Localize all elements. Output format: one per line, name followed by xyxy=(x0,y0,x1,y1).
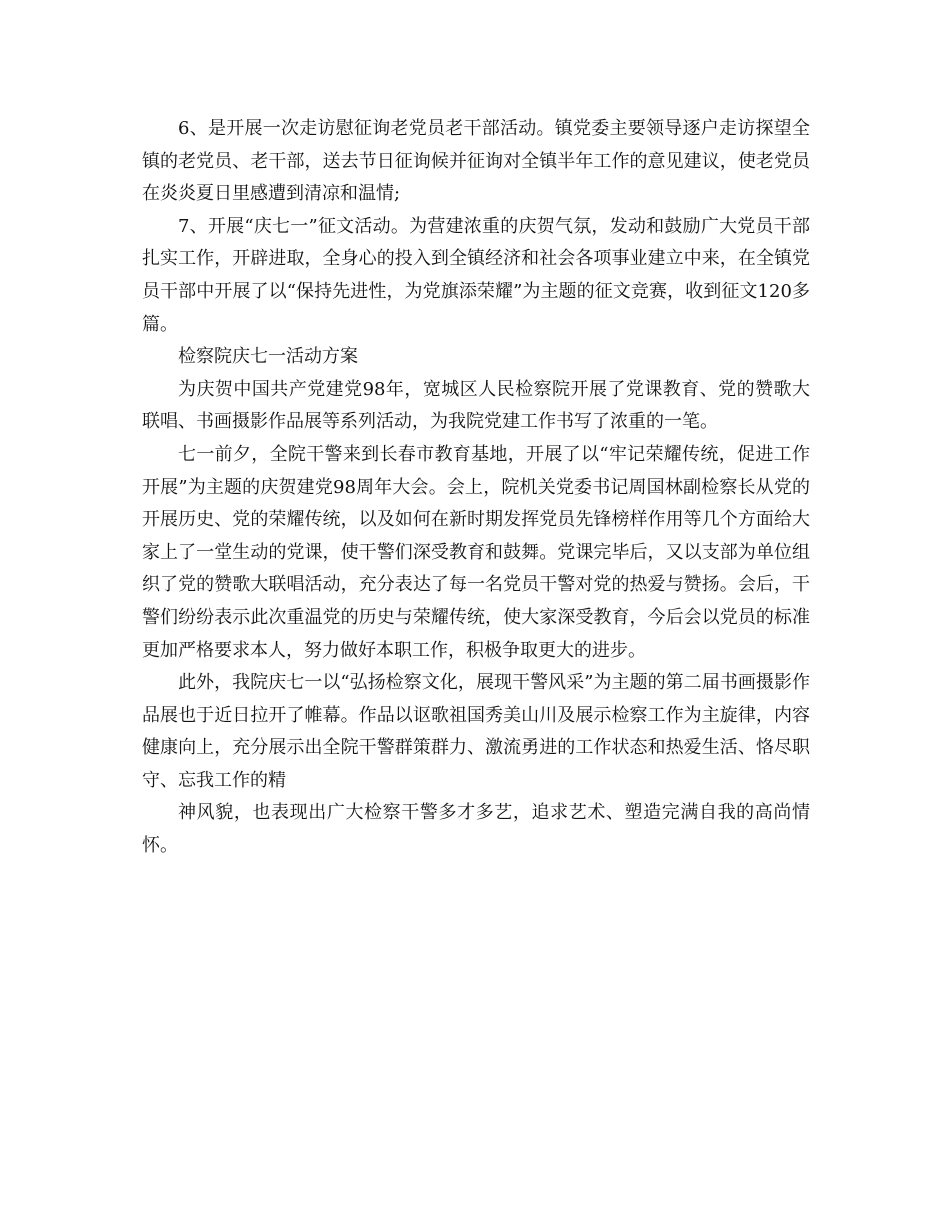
paragraph-item-6: 6、是开展一次走访慰征询老党员老干部活动。镇党委主要领导逐户走访探望全镇的老党员、老干部，送去节日征询候并征询对全镇半年工作的意见建议，使老党员在炎炎夏日里感遭到清凉和温情; xyxy=(142,118,810,205)
section-heading: 检察院庆七一活动方案 xyxy=(178,346,358,368)
paragraph-item-7: 7、开展“庆七一”征文活动。为营建浓重的庆贺气氛，发动和鼓励广大党员干部扎实工作，开辟进取，全身心的投入到全镇经济和社会各项事业建立中来，在全镇党员干部中开展了以“保持先进性，为党旗添荣耀”为主题的征文竞赛，收到征文120多篇。 xyxy=(142,215,810,335)
paragraph-conclusion: 神风貌，也表现出广大检察干警多才多艺，追求艺术、塑造完满自我的高尚情怀。 xyxy=(142,802,810,857)
paragraph-meeting: 七一前夕，全院干警来到长春市教育基地，开展了以“牢记荣耀传统，促进工作开展”为主题的庆贺建党98周年大会。会上，院机关党委书记周国林副检察长从党的开展历史、党的荣耀传统，以及如何在新时期发挥党员先锋榜样作用等几个方面给大家上了一堂生动的党课，使干警们深受教育和鼓舞。党课完毕后，又以支部为单位组织了党的赞歌大联唱活动，充分表达了每一名党员干警对党的热爱与赞扬。会后，干警们纷纷表示此次重温党的历史与荣耀传统，使大家深受教育，今后会以党员的标准更加严格要求本人，努力做好本职工作，积极争取更大的进步。 xyxy=(142,443,810,661)
document-body xyxy=(142,113,810,863)
paragraph-intro: 为庆贺中国共产党建党98年，宽城区人民检察院开展了党课教育、党的赞歌大联唱、书画摄影作品展等系列活动，为我院党建工作书写了浓重的一笔。 xyxy=(142,378,810,433)
paragraph-exhibition: 此外，我院庆七一以“弘扬检察文化，展现干警风采”为主题的第二届书画摄影作品展也于近日拉开了帷幕。作品以讴歌祖国秀美山川及展示检察工作为主旋律，内容健康向上，充分展示出全院干警群策群力、激流勇进的工作状态和热爱生活、恪尽职守、忘我工作的精 xyxy=(142,672,810,791)
